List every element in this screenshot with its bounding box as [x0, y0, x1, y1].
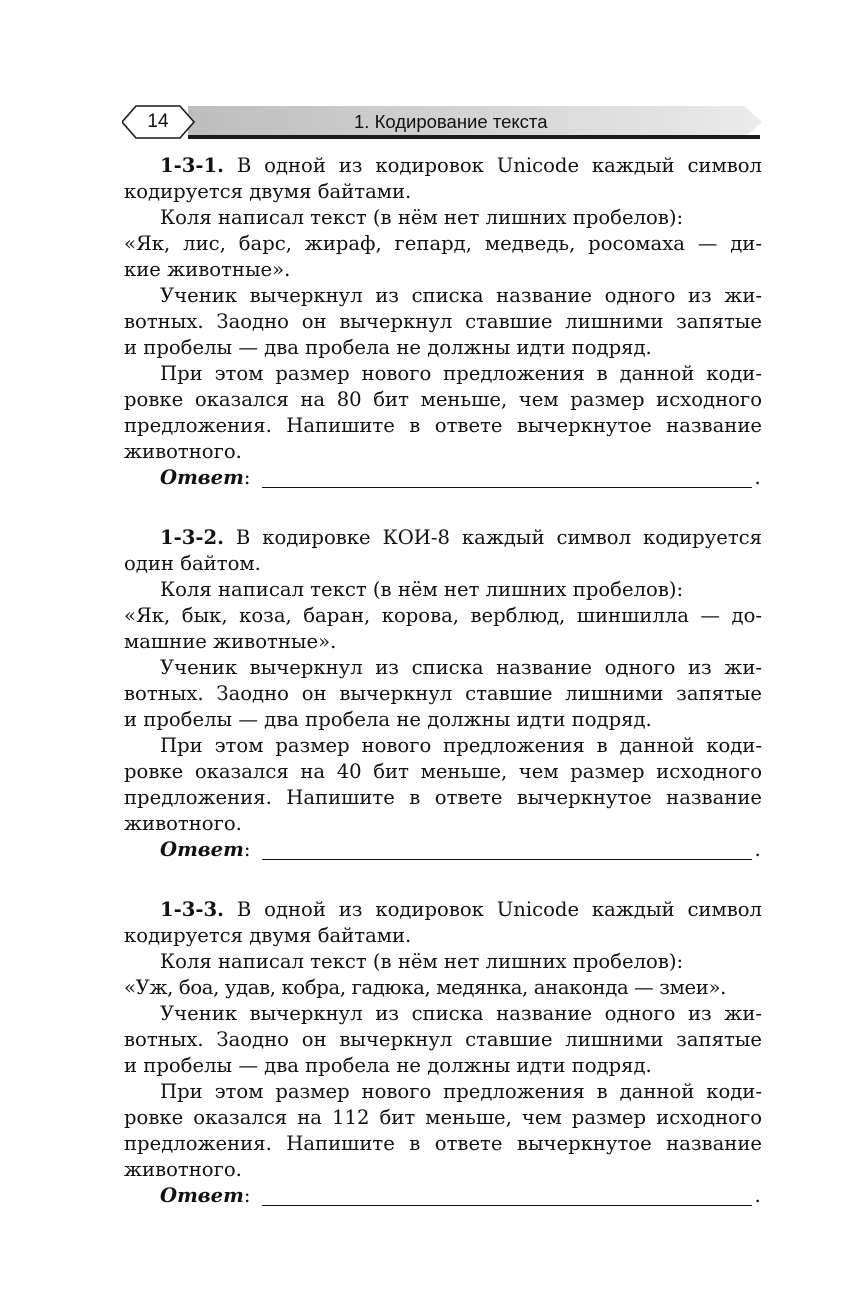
page-number: 14	[147, 111, 169, 132]
problem-line: ровке оказался на 112 бит меньше, чем размер исходного	[124, 1106, 762, 1129]
problem-line: вотных. Заодно он вычеркнул ставшие лишними запятые	[124, 682, 762, 705]
problem-line: и пробелы — два пробела не должны идти подряд.	[124, 336, 652, 359]
problem-line: Коля написал текст (в нём нет лишних пробелов):	[160, 206, 684, 229]
problem-line: один байтом.	[124, 552, 261, 575]
answer-label: Ответ	[160, 466, 244, 489]
problem-1-3-1	[124, 153, 762, 491]
problem-number: 1-3-3.	[160, 898, 224, 921]
problem-line: вотных. Заодно он вычеркнул ставшие лишними запятые	[124, 310, 762, 333]
problem-quote-line: кие животные».	[124, 258, 291, 281]
answer-label: Ответ	[160, 1184, 244, 1207]
problem-line: предложения. Напишите в ответе вычеркнутое название	[124, 1132, 762, 1155]
answer-blank[interactable]	[262, 1185, 752, 1206]
problem-line: и пробелы — два пробела не должны идти подряд.	[124, 708, 652, 731]
problem-line: предложения. Напишите в ответе вычеркнутое название	[124, 414, 762, 437]
problem-line: 1-3-3. В одной из кодировок Unicode каждый символ	[160, 898, 762, 921]
problem-number: 1-3-2.	[160, 526, 224, 549]
problem-quote-line: «Уж, боа, удав, кобра, гадюка, медянка, анаконда — змеи».	[124, 976, 726, 999]
problem-line: При этом размер нового предложения в данной коди-	[160, 362, 762, 385]
page-content	[124, 153, 762, 1243]
problem-line: животного.	[124, 812, 242, 835]
problem-quote-line: «Як, лис, барс, жираф, гепард, медведь, росомаха — ди-	[124, 232, 762, 255]
problem-line: 1-3-2. В кодировке КОИ-8 каждый символ кодируется	[160, 526, 762, 549]
problem-line: Коля написал текст (в нём нет лишних пробелов):	[160, 578, 684, 601]
chapter-title: 1. Кодирование текста	[354, 111, 548, 132]
problem-line: и пробелы — два пробела не должны идти подряд.	[124, 1054, 652, 1077]
problem-1-3-2	[124, 525, 762, 863]
problem-line: кодируется двумя байтами.	[124, 180, 412, 203]
problem-line: Ученик вычеркнул из списка название одного из жи-	[160, 284, 762, 307]
answer-blank[interactable]	[262, 467, 752, 488]
answer-row: Ответ : .	[160, 1184, 761, 1207]
problem-line: животного.	[124, 1158, 242, 1181]
problem-line: При этом размер нового предложения в данной коди-	[160, 1080, 762, 1103]
problem-line: 1-3-1. В одной из кодировок Unicode каждый символ	[160, 154, 762, 177]
problem-line: вотных. Заодно он вычеркнул ставшие лишними запятые	[124, 1028, 762, 1051]
problem-number: 1-3-1.	[160, 154, 224, 177]
problem-line: Ученик вычеркнул из списка название одного из жи-	[160, 1002, 762, 1025]
problem-line: предложения. Напишите в ответе вычеркнутое название	[124, 786, 762, 809]
problem-line: При этом размер нового предложения в данной коди-	[160, 734, 762, 757]
running-header	[122, 104, 764, 140]
problem-quote-line: «Як, бык, коза, баран, корова, верблюд, шиншилла — до-	[124, 604, 762, 627]
answer-label: Ответ	[160, 838, 244, 861]
answer-blank[interactable]	[262, 839, 752, 860]
problem-line: кодируется двумя байтами.	[124, 924, 412, 947]
problem-line: ровке оказался на 40 бит меньше, чем размер исходного	[124, 760, 762, 783]
problem-line: животного.	[124, 440, 242, 463]
problem-line: ровке оказался на 80 бит меньше, чем размер исходного	[124, 388, 762, 411]
problem-quote-line: машние животные».	[124, 630, 337, 653]
answer-row: Ответ : .	[160, 466, 761, 489]
problem-line: Коля написал текст (в нём нет лишних пробелов):	[160, 950, 684, 973]
answer-row: Ответ : .	[160, 838, 761, 861]
problem-1-3-3	[124, 897, 762, 1209]
problem-line: Ученик вычеркнул из списка название одного из жи-	[160, 656, 762, 679]
